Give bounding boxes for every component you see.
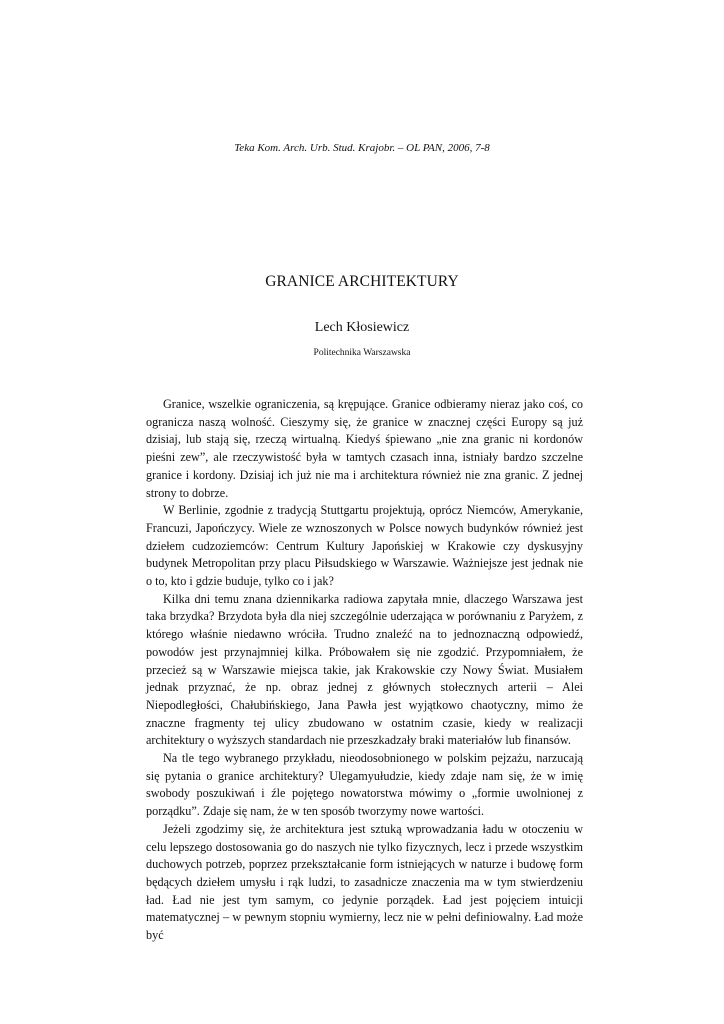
article-title: GRANICE ARCHITEKTURY	[265, 273, 459, 290]
paragraph-2: W Berlinie, zgodnie z tradycją Stuttgartu projektują, oprócz Niemców, Amerykanie, Francuzi, Japończycy. Wiele ze wznoszonych w Polsce nowych budynków również jest dziełem cudzoziemców: Centrum Kultury Japońskiej w Krakowie czy dyskusyjny budynek Metropolitan przy placu Piłsudskiego w Warszawie. Ważniejsze jest jednak nie o to, kto i gdzie buduje, tylko co i jak?	[146, 503, 583, 589]
running-head: Teka Kom. Arch. Urb. Stud. Krajobr. – OL PAN, 2006, 7-8	[234, 142, 490, 154]
paragraph-1: Granice, wszelkie ograniczenia, są krępujące. Granice odbieramy nieraz jako coś, co ogranicza naszą wolność. Cieszymy się, że granice w znacznej części Europy są już dzisiaj, lub stają się, rzeczą wirtualną. Kiedyś śpiewano „nie zna granic ni kordonów pieśni zew”, ale rzeczywistość była w tamtych czasach inna, istniały bardzo szczelne granice i kordony. Dzisiaj ich już nie ma i architektura również nie zna granic. Z jednej strony to dobrze.	[146, 397, 583, 500]
author-affiliation: Politechnika Warszawska	[313, 348, 411, 358]
author-name: Lech Kłosiewicz	[314, 320, 410, 335]
body-text	[146, 396, 583, 945]
paragraph-5: Jeżeli zgodzimy się, że architektura jest sztuką wprowadzania ładu w otoczeniu w celu lepszego dostosowania go do naszych nie tylko fizycznych, lecz i przede wszystkim duchowych potrzeb, poprzez przekształcanie form istniejących w naturze i budowę form będących dziełem umysłu i rąk ludzi, to zasadnicze znaczenia ma w tym stwierdzeniu ład. Ład nie jest tym samym, co jedynie porządek. Ład jest pojęciem intuicji matematycznej – w pewnym stopniu wymierny, lecz nie w pełni definiowalny. Ład może być	[146, 821, 583, 943]
paragraph-4: Na tle tego wybranego przykładu, nieodosobnionego w polskim pejzażu, narzucają się pytania o granice architektury? Ulegamyułudzie, kiedy zdaje nam się, że w imię swobody poszukiwań i źle pojętego nowatorstwa mówimy o „formie uwolnionej z porządku”. Zdaje się nam, że w ten sposób tworzymy nowe wartości.	[146, 751, 583, 819]
paragraph-3: Kilka dni temu znana dziennikarka radiowa zapytała mnie, dlaczego Warszawa jest taka brzydka? Brzydota była dla niej szczególnie uderzająca w porównaniu z Paryżem, z którego właśnie niedawno wróciła. Trudno znaleźć na to jednoznaczną odpowiedź, powodów jest przynajmniej kilka. Próbowałem się nie zgodzić. Przypomniałem, że przecież są w Warszawie miejsca takie, jak Krakowskie czy Nowy Świat. Musiałem jednak przyznać, że np. obraz jednej z głównych stołecznych arterii – Alei Niepodległości, Chałubińskiego, Jana Pawła jest wyjątkowo chaotyczny, mimo że znaczne fragmenty tej ulicy zbudowano w ostatnim czasie, kiedy w realizacji architektury o wyższych standardach nie przeszkadzały braki materiałów lub finansów.	[146, 591, 583, 748]
